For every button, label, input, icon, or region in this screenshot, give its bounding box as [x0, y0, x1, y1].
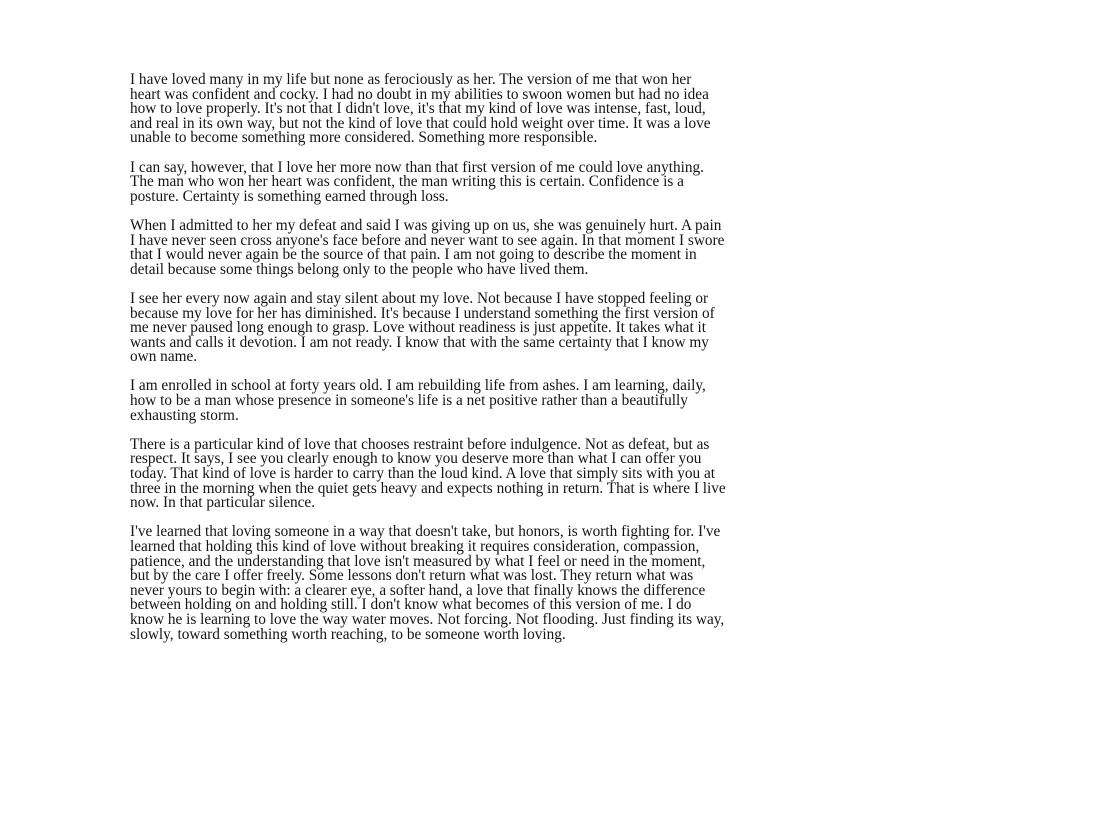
- paragraph-4: I see her every now again and stay silent about my love. Not because I have stopped feeling or because my love for her has diminished. It's because I understand something the first version of me never paused long enough to grasp. Love without readiness is just appetite. It takes what it wants and calls it devotion. I am not ready. I know that with the same certainty that I know my own name.: [130, 289, 715, 366]
- paragraph-7: I've learned that loving someone in a way that doesn't take, but honors, is worth fighting for. I've learned that holding this kind of love without breaking it requires consideration, compassion, patience, and the understanding that love isn't measured by what I feel or need in the moment, but by the care I offer freely. Some lessons don't return what was lost. They return what was never yours to begin with: a clearer eye, a softer hand, a love that finally knows the difference between holding on and holding still. I don't know what becomes of this version of me. I do know he is learning to love the way water moves. Not forcing. Not flooding. Just finding its way, slowly, toward something worth reaching, to be someone worth loving.: [130, 523, 725, 643]
- document-body: [130, 73, 990, 657]
- paragraph-1: I have loved many in my life but none as ferociously as her. The version of me that won her heart was confident and cocky. I had no doubt in my abilities to swoon women but had no idea how to love properly. It's not that I didn't love, it's that my kind of love was intense, fast, loud, and real in its own way, but not the kind of love that could hold weight over time. It was a love unable to become something more considered. Something more responsible.: [130, 71, 711, 147]
- paragraph-3: When I admitted to her my defeat and said I was giving up on us, she was genuinely hurt. A pain I have never seen cross anyone's face before and never want to see again. In that moment I swore that I would never again be the source of that pain. I am not going to describe the moment in detail because some things belong only to the people who have lived them.: [130, 216, 725, 278]
- paragraph-6: There is a particular kind of love that chooses restraint before indulgence. Not as defeat, but as respect. It says, I see you clearly enough to know you deserve more than what I can offer you today. That kind of love is harder to carry than the loud kind. A love that simply sits with you at three in the morning when the quiet gets heavy and expects nothing in return. That is where I live now. In that particular silence.: [130, 435, 726, 512]
- paragraph-5: I am enrolled in school at forty years old. I am rebuilding life from ashes. I am learning, daily, how to be a man whose presence in someone's life is a net positive rather than a beautifully exhausting storm.: [130, 377, 706, 424]
- paragraph-2: I can say, however, that I love her more now than that first version of me could love anything. The man who won her heart was confident, the man writing this is certain. Confidence is a posture. Certainty is something earned through loss.: [130, 158, 704, 205]
